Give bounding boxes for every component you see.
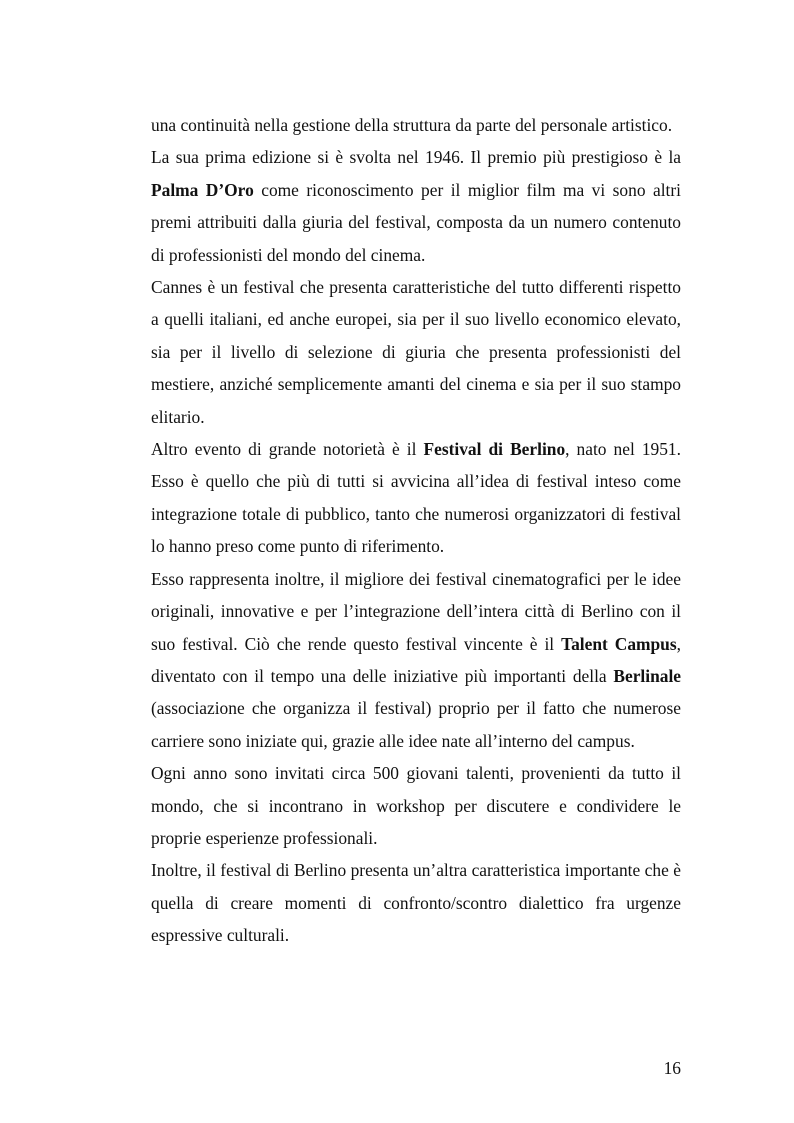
text-run: come riconoscimento per il miglior film ma vi sono altri premi attribuiti dalla giuria del festival, composta da un numero contenuto di professionisti del mondo del cinema.: [151, 179, 681, 265]
paragraph: [151, 854, 681, 951]
page-number: 16: [663, 1058, 681, 1078]
text-run: (associazione che organizza il festival) proprio per il fatto che numerose carriere sono iniziate qui, grazie alle idee nate all’interno del campus.: [151, 698, 681, 751]
text-run: , diventato con il tempo una delle iniziative più importanti della: [151, 633, 681, 686]
bold-term: Festival di Berlino: [423, 439, 566, 460]
paragraph: [151, 109, 681, 141]
text-run: Altro evento di grande notorietà è il: [151, 439, 424, 460]
text-run: Esso rappresenta inoltre, il migliore dei festival cinematografici per le idee originali, innovative e per l’integrazione dell’intera città di Berlino con il suo festival. Ciò che rende questo festival vincente è il: [151, 568, 681, 654]
paragraph: [151, 141, 681, 271]
paragraph: [151, 757, 681, 854]
bold-term: Berlinale: [613, 665, 681, 686]
paragraph: [151, 271, 681, 433]
text-run: Cannes è un festival che presenta caratteristiche del tutto differenti rispetto a quelli italiani, ed anche europei, sia per il suo livello economico elevato, sia per il livello di selezione di giuria che presenta professionisti del mestiere, anziché semplicemente amanti del cinema e sia per il suo stampo elitario.: [151, 277, 681, 427]
paragraph: [151, 563, 681, 757]
text-run: una continuità nella gestione della struttura da parte del personale artistico.: [151, 115, 673, 135]
text-run: Ogni anno sono invitati circa 500 giovani talenti, provenienti da tutto il mondo, che si incontrano in workshop per discutere e condividere le proprie esperienze professionali.: [151, 763, 681, 848]
bold-term: Palma D’Oro: [151, 179, 254, 200]
document-body: [151, 109, 681, 952]
text-run: Inoltre, il festival di Berlino presenta un’altra caratteristica importante che è quella di creare momenti di confronto/scontro dialettico fra urgenze espressive culturali.: [151, 860, 681, 946]
text-run: , nato nel 1951. Esso è quello che più di tutti si avvicina all’idea di festival inteso come integrazione totale di pubblico, tanto che numerosi organizzatori di festival lo hanno preso come punto di riferimento.: [151, 439, 681, 557]
bold-term: Talent Campus: [561, 633, 677, 654]
paragraph: [151, 433, 681, 563]
text-run: La sua prima edizione si è svolta nel 1946. Il premio più prestigioso è la: [151, 147, 681, 168]
